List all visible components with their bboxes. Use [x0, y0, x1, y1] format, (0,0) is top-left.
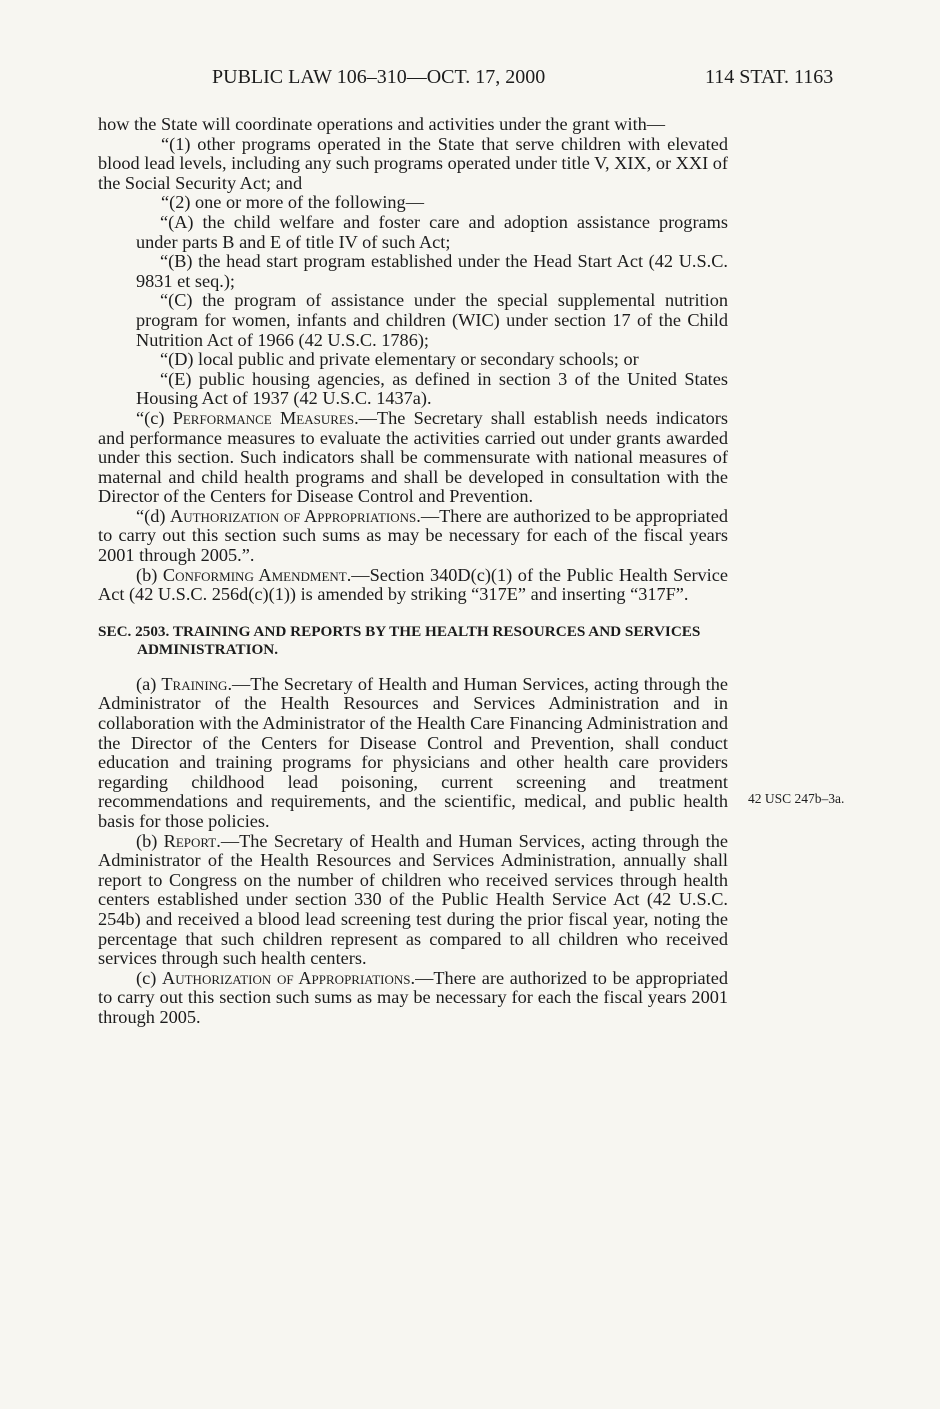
statute-page-number: 114 STAT. 1163 [705, 66, 834, 88]
subsection-marker: (b) [136, 830, 164, 851]
subsection-heading: Performance Measures [172, 407, 355, 428]
subsection-b-conforming-amendment [98, 566, 728, 605]
subparagraph-e: “(E) public housing agencies, as defined in section 3 of the United States Housing Act of 1937 (42 U.S.C. 1437a). [136, 368, 728, 409]
subsection-heading: Conforming Amendment [162, 564, 347, 585]
subsection-text: .—The Secretary shall establish needs indicators and performance measures to evaluate the activities carried out under grants awarded under this section. Such indicators shall be commensurate with national measures of maternal and child health programs and shall be developed in consultation with the Director of the Centers for Disease Control and Prevention. [98, 407, 728, 507]
paragraph-item-2: “(2) one or more of the following— [161, 192, 424, 213]
paragraph-item-1: “(1) other programs operated in the State that serve children with elevated blood lead levels, including any such programs operated under title V, XIX, or XXI of the Social Security Act; and [98, 133, 728, 193]
running-title: PUBLIC LAW 106–310—OCT. 17, 2000 [212, 66, 546, 88]
subparagraph-b: “(B) the head start program established under the Head Start Act (42 U.S.C. 9831 et seq.); [136, 251, 728, 291]
subsection-text: .—The Secretary of Health and Human Services, acting through the Administrator of the Health Resources and Services Administration and in collaboration with the Administrator of the Health Care Financing Administration and the Director of the Centers for Disease Control and Prevention, shall conduct education and training programs for physicians and other health care providers regarding childhood lead poisoning, current screening and treatment recommendations and requirements, and the scientific, medical, and public health basis for those policies. [98, 673, 728, 831]
subparagraph-c: “(C) the program of assistance under the special supplemental nutrition program for women, infants and children (WIC) under section 17 of the Child Nutrition Act of 1966 (42 U.S.C. 1786); [136, 290, 728, 350]
subsection-marker: (b) [136, 564, 163, 585]
subsection-b-report [98, 832, 728, 969]
subsection-d-authorization [98, 507, 728, 566]
document-body [98, 115, 728, 1028]
subsection-heading: Authorization of Appropriations [170, 505, 417, 526]
subsection-marker: “(d) [136, 505, 171, 526]
margin-citation: 42 USC 247b–3a. [748, 791, 845, 806]
subsection-c-authorization [98, 969, 728, 1028]
paragraph-continuation: how the State will coordinate operations and activities under the grant with— [98, 114, 666, 134]
subsection-text: .—There are authorized to be appropriated to carry out this section such sums as may be necessary for each the fiscal years 2001 through 2005. [98, 967, 728, 1027]
section-heading: SEC. 2503. TRAINING AND REPORTS BY THE HEALTH RESOURCES AND SERVICES ADMINISTRATION. [98, 622, 701, 658]
subsection-c-performance-measures [98, 409, 728, 507]
subsection-text: .—Section 340D(c)(1) of the Public Health Service Act (42 U.S.C. 256d(c)(1)) is amended by striking “317E” and inserting “317F”. [98, 564, 728, 605]
subsection-heading: Authorization of Appropriations [162, 967, 411, 988]
subsection-a-training [98, 675, 728, 832]
subparagraph-a: “(A) the child welfare and foster care and adoption assistance programs under parts B and E of title IV of such Act; [136, 211, 728, 252]
subparagraph-d: “(D) local public and private elementary or secondary schools; or [160, 349, 639, 370]
subsection-heading: Training [161, 673, 228, 694]
subsection-marker: (c) [136, 967, 163, 988]
subsection-marker: “(c) [136, 407, 173, 428]
subsection-heading: Report [163, 830, 217, 851]
subsection-text: .—The Secretary of Health and Human Services, acting through the Administrator of the Health Resources and Services Administration, annually shall report to Congress on the number of children who received services through health centers established under section 330 of the Public Health Service Act (42 U.S.C. 254b) and received a blood lead screening test during the prior fiscal year, noting the percentage that such children represent as compared to all children who received services through such health centers. [98, 830, 729, 969]
subsection-marker: (a) [136, 673, 162, 694]
subsection-text: .—There are authorized to be appropriated to carry out this section such sums as may be necessary for each of the fiscal years 2001 through 2005.”. [98, 505, 728, 566]
